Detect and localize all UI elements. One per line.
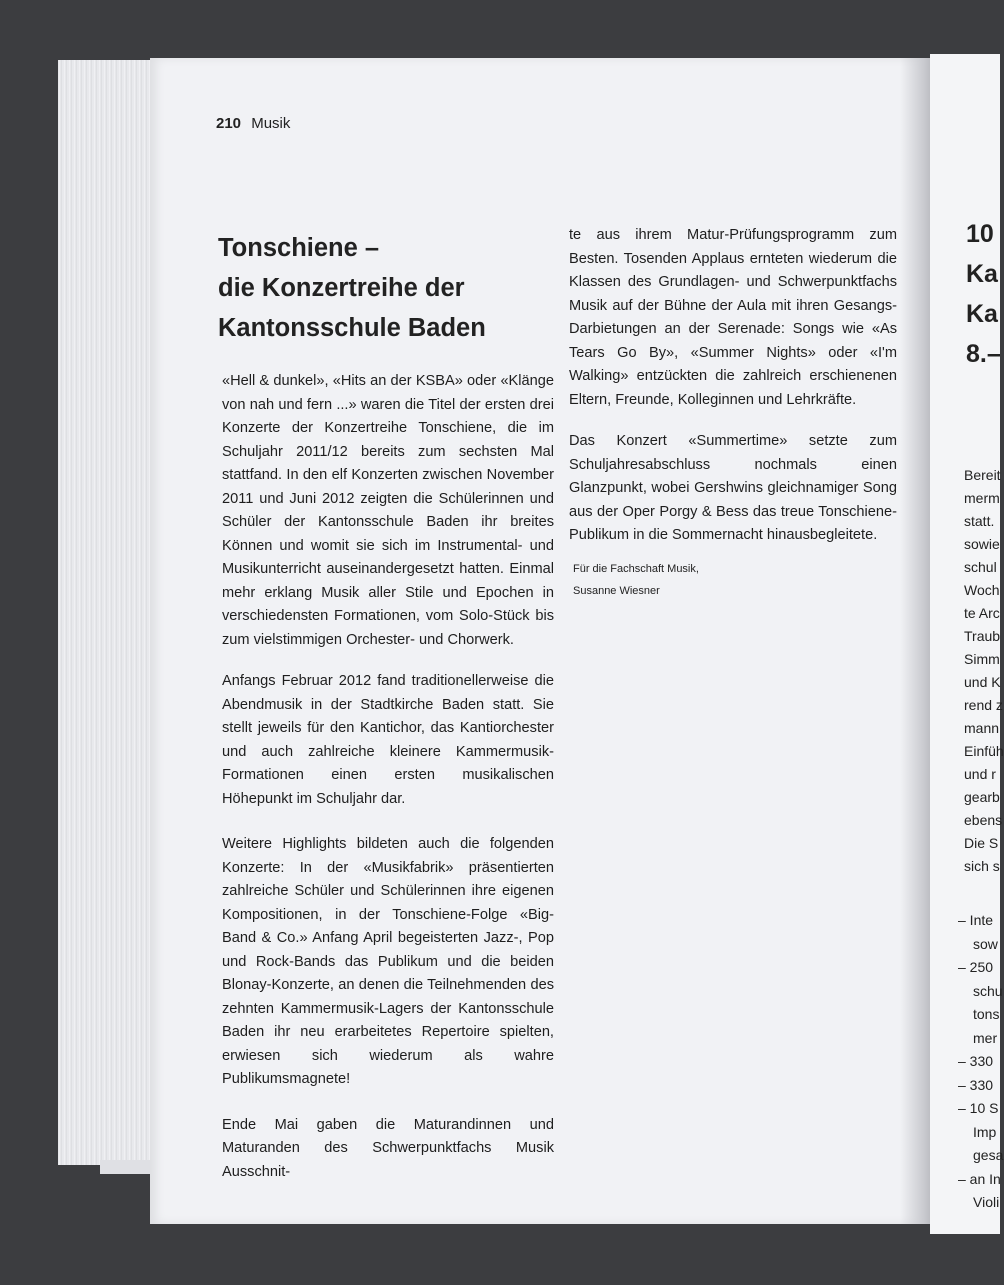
next-body-line: sowie xyxy=(964,536,1000,552)
next-body-line: Einfüh xyxy=(964,743,1004,759)
next-list-line: Imp xyxy=(973,1123,997,1140)
article-paragraph: te aus ihrem Matur-Prüfungsprogramm zum Besten. Tosenden Applaus ernteten wiederum die Klassen des Grundlagen- und Schwerpunktfachs Musik auf der Bühne der Aula mit ihren Gesangs-Darbietungen an der Serenade: Songs wie «As Tears Go By», «Summer Nights» oder «I'm Walking» entzückten die zahlreich erschienenen Eltern, Freunde, Kolleginnen und Lehrkräfte. xyxy=(569,227,897,408)
article-paragraph: Das Konzert «Summertime» setzte zum Schuljahresabschluss nochmals einen Glanzpunkt, wobei Gershwins gleichnamiger Song aus der Oper Porgy & Bess das treue Tonschiene-Publikum in die Sommernacht hinausbegleitete. xyxy=(569,433,897,543)
next-list-line: mer xyxy=(973,1029,998,1046)
next-page-body-fragments xyxy=(964,464,1004,878)
next-heading-line-4: 8.– xyxy=(966,340,1001,368)
running-head xyxy=(216,115,290,132)
next-list-line: – 10 S xyxy=(958,1100,999,1116)
next-list-line: tons xyxy=(973,1006,1000,1022)
next-body-line: sich s xyxy=(964,858,1000,874)
next-body-line: Die S xyxy=(964,835,999,851)
next-body-line: und r xyxy=(964,766,996,782)
next-list-line: sow xyxy=(973,935,998,952)
article-paragraph: Weitere Highlights bildeten auch die folgenden Konzerte: In der «Musikfabrik» präsentierten zahlreiche Schüler und Schülerinnen ihre eigenen Kompositionen, in der Tonschiene-Folge «Big-Band & Co.» Anfang April begeisterten Jazz-, Pop und Rock-Bands das Publikum und die beiden Blonay-Konzerte, an denen die Teilnehmenden des zehnten Kammermusik-Lagers der Kantonsschule Baden ihr neu erarbeitetes Repertoire spielten, erwiesen sich wiederum als wahre Publikumsmagnete! xyxy=(222,836,554,1087)
article-paragraph: Anfangs Februar 2012 fand traditionellerweise die Abendmusik in der Stadtkirche Baden statt. Sie stellt jeweils für den Kantichor, das Kantiorchester und auch zahlreiche kleinere Kammermusik-Formationen einen ersten musikalischen Höhepunkt im Schuljahr dar. xyxy=(222,673,554,807)
next-body-line: Bereit xyxy=(964,467,1001,483)
next-list-line: Violi xyxy=(973,1194,1000,1210)
book-page-edges xyxy=(58,60,158,1165)
article-paragraph: «Hell & dunkel», «Hits an der KSBA» oder «Klänge von nah und fern ...» waren die Titel der ersten drei Konzerte der Konzertreihe Tonschiene, die im Schuljahr 2011/12 bereits zum sechsten Mal stattfand. In den elf Konzerten zwischen November 2011 und Juni 2012 zeigten die Schülerinnen und Schüler der Kantonsschule Baden ihr breites Können und womit sie sich im Instrumental- und Musikunterricht auseinandergesetzt hatten. Einmal mehr erklang Musik aller Stile und Epochen in verschiedensten Formationen, vom Solo-Stück bis zum vielstimmigen Orchester- und Chorwerk. xyxy=(222,373,554,648)
next-list-line: – an In xyxy=(958,1170,1001,1187)
next-list-line: – 330 xyxy=(958,1076,994,1093)
article-title-line: die Konzertreihe der xyxy=(218,274,465,302)
next-list-line: – 250 xyxy=(958,959,994,975)
article-title xyxy=(218,228,554,348)
author-name: Susanne Wiesner xyxy=(573,584,660,597)
next-list-line: – 330 xyxy=(958,1053,994,1069)
article-title-line: Tonschiene – xyxy=(218,234,380,262)
next-heading-line-2: Ka xyxy=(966,260,998,288)
next-body-line: ebens xyxy=(964,812,1003,828)
next-heading-line-1: 10 xyxy=(966,220,994,248)
section-name: Musik xyxy=(251,115,291,132)
article-title-line: Kantonsschule Baden xyxy=(218,314,486,342)
next-body-line: te Arc xyxy=(964,605,1000,621)
author-signoff xyxy=(573,558,897,602)
next-list-line: gesa xyxy=(973,1147,1004,1163)
signoff-line: Für die Fachschaft Musik, xyxy=(573,562,699,575)
article-column-left xyxy=(218,228,554,1198)
next-body-line: gearb xyxy=(964,789,1000,805)
next-body-line: Traub xyxy=(964,628,1001,644)
article-column-right xyxy=(569,224,897,602)
article-paragraph: Ende Mai gaben die Maturandinnen und Maturanden des Schwerpunktfachs Musik Ausschnit- xyxy=(222,1116,554,1180)
next-body-line: statt. xyxy=(964,513,995,529)
next-list-line: schu xyxy=(973,982,1003,999)
next-body-line: mann xyxy=(964,720,1000,736)
right-page-fragment xyxy=(930,54,1004,1234)
next-body-line: Woch xyxy=(964,582,1000,598)
next-body-line: und K xyxy=(964,674,1001,690)
page-number: 210 xyxy=(216,115,242,132)
next-body-line: schul xyxy=(964,559,997,575)
next-heading-line-3: Ka xyxy=(966,300,998,328)
next-list-line: – Inte xyxy=(958,912,994,928)
next-body-line: Simm xyxy=(964,651,1000,667)
next-body-line: merm xyxy=(964,490,1000,506)
next-body-line: rend z xyxy=(964,697,1003,713)
next-page-list-fragments xyxy=(958,909,1003,1215)
